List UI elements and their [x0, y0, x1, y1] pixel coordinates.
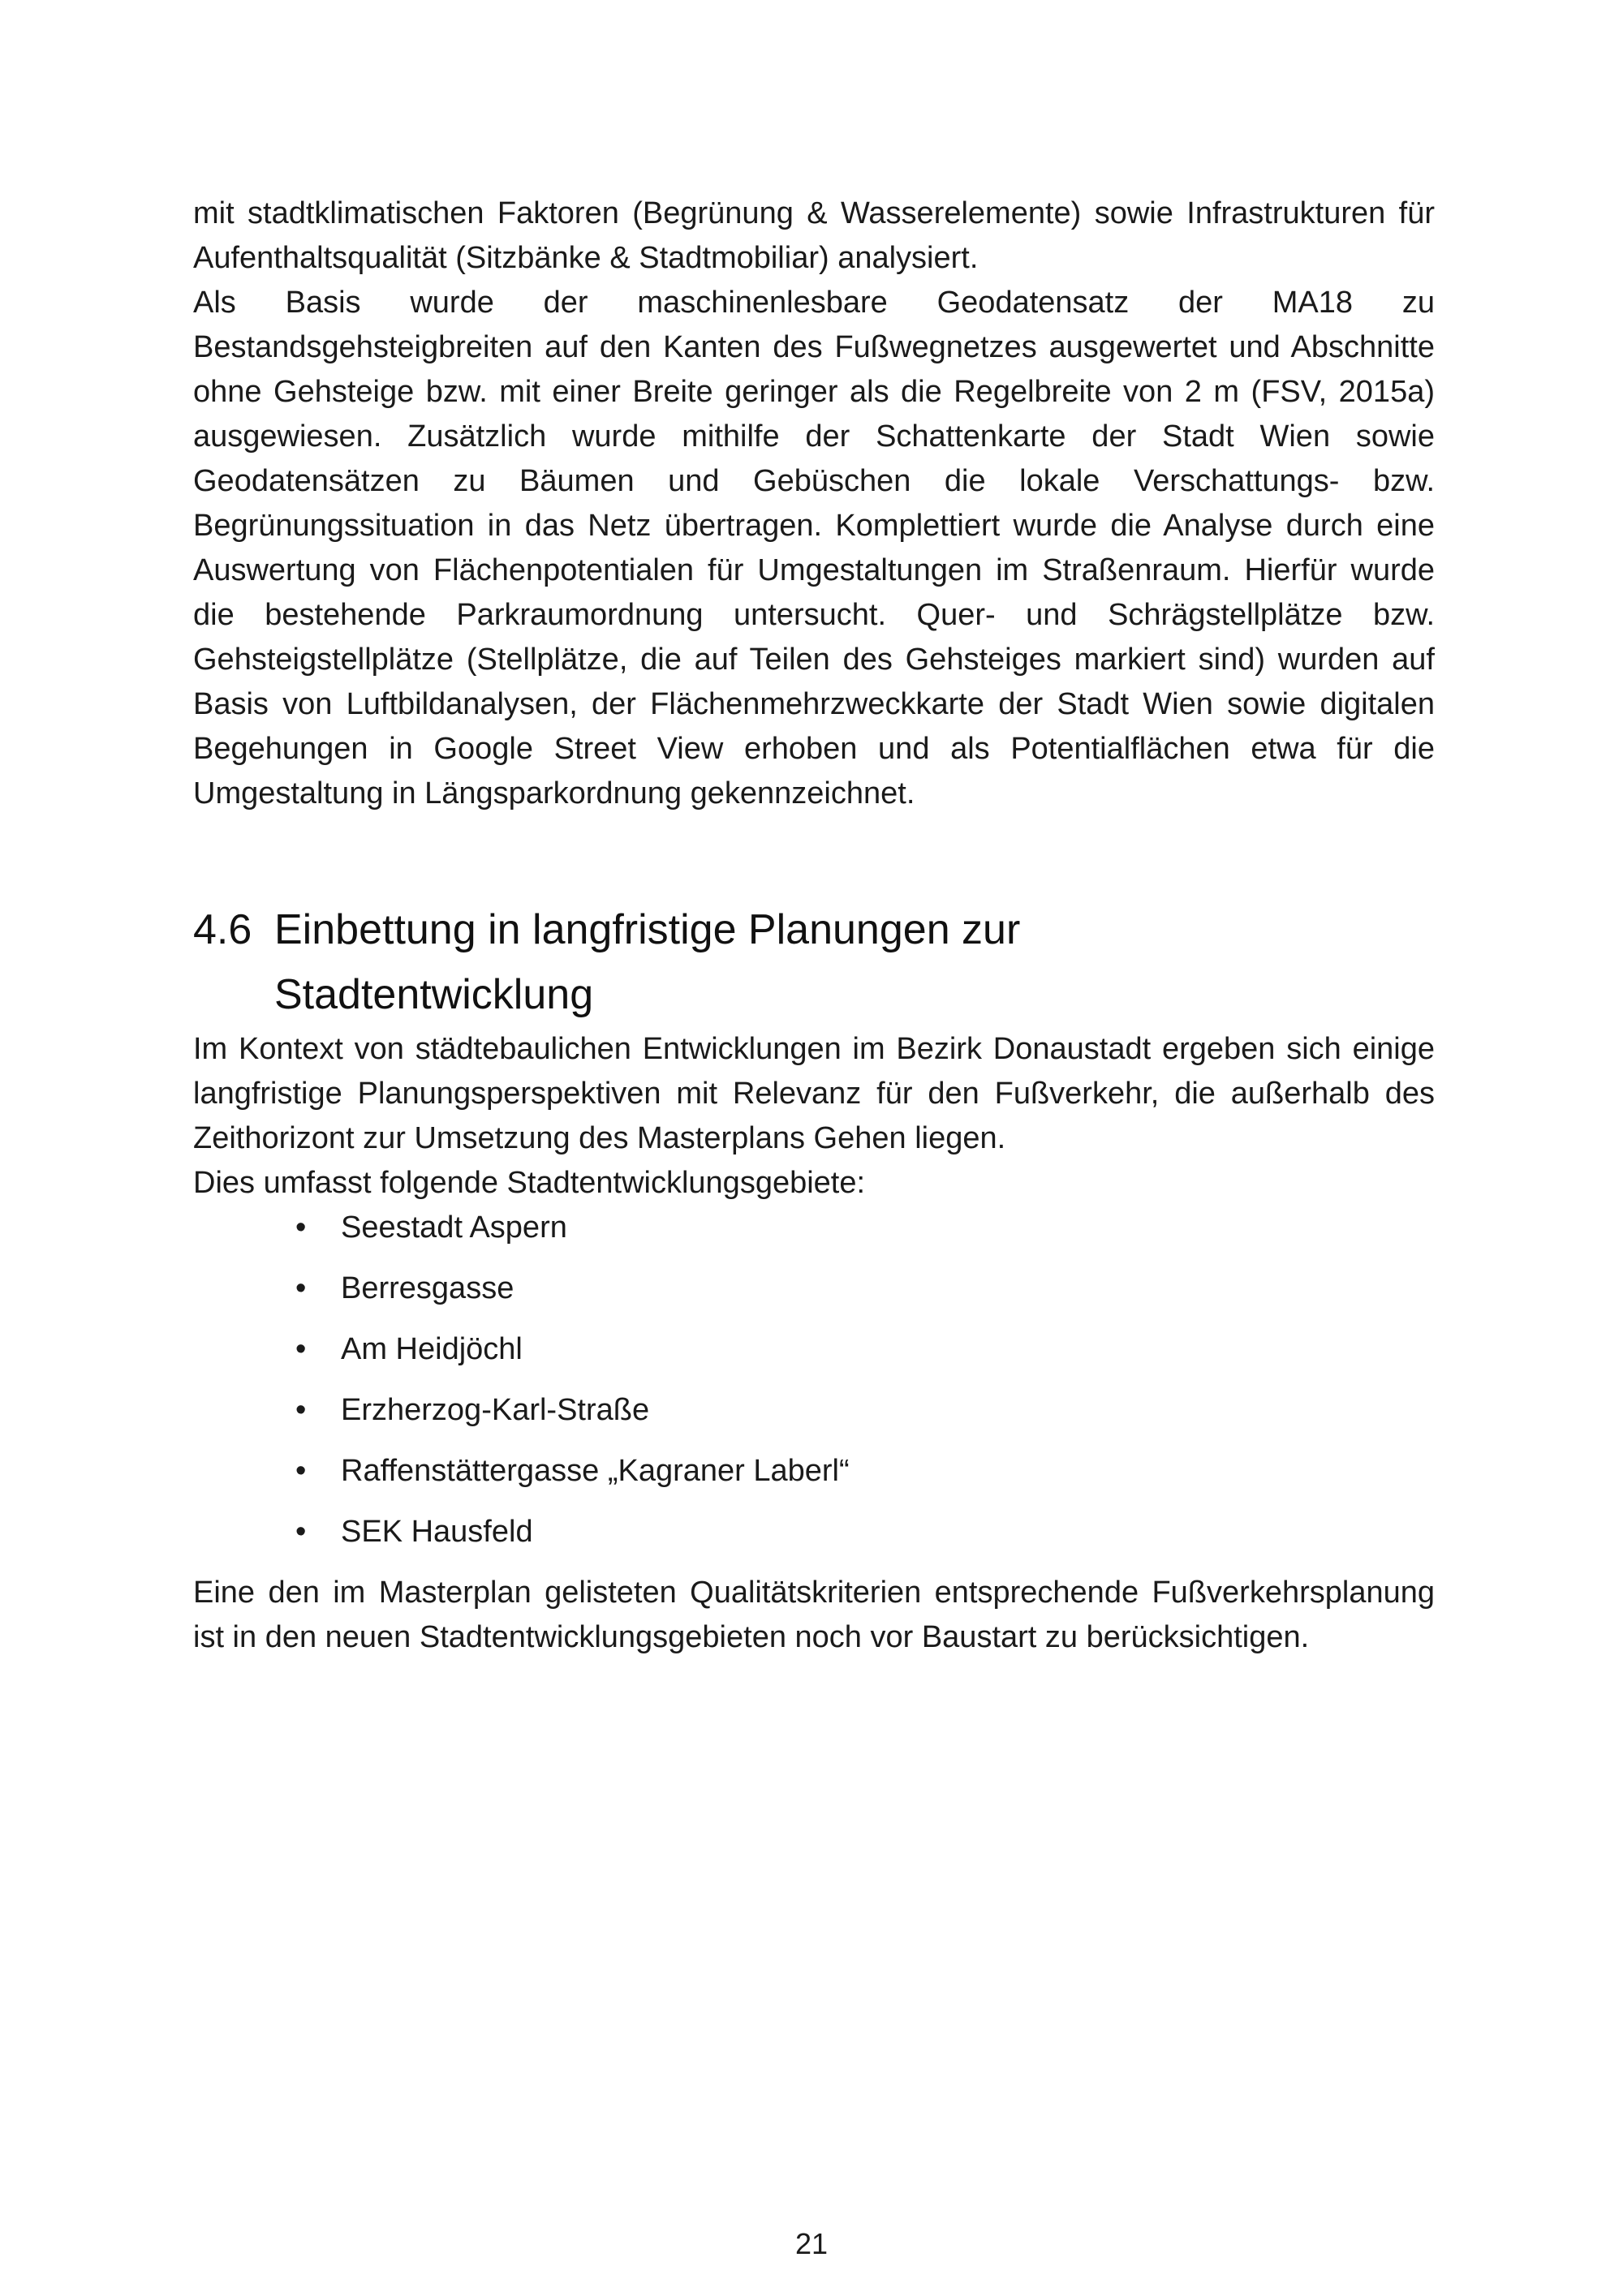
bullet-icon: • — [295, 1271, 307, 1305]
paragraph-closing: Eine den im Masterplan gelisteten Qualitätskriterien entsprechende Fußverkehrsplanung ist in den neuen Stadtentwicklungsgebieten noch vor Baustart zu berücksichtigen. — [193, 1576, 1435, 1654]
list-item — [193, 1510, 1435, 1554]
paragraph-analysis-continued: mit stadtklimatischen Faktoren (Begrünung & Wasserelemente) sowie Infrastrukturen für Aufenthaltsqualität (Sitzbänke & Stadtmobiliar) analysiert. — [193, 196, 1435, 275]
section-number: 4.6 — [193, 906, 252, 953]
list-item-label: Seestadt Aspern — [341, 1210, 567, 1245]
bullet-icon: • — [295, 1332, 307, 1366]
paragraph-data-basis: Als Basis wurde der maschinenlesbare Geodatensatz der MA18 zu Bestandsgehsteigbreiten auf den Kanten des Fußwegnetzes ausgewertet und Abschnitte ohne Gehsteige bzw. mit einer Breite geringer als die Regelbreite von 2 m (FSV, 2015a) ausgewiesen. Zusätzlich wurde mithilfe der Schattenkarte der Stadt Wien sowie Geodatensätzen zu Bäumen und Gebüschen die lokale Verschattungs- bzw. Begrünungssituation in das Netz übertragen. Komplettiert wurde die Analyse durch eine Auswertung von Flächenpotentialen für Umgestaltungen im Straßenraum. Hierfür wurde die bestehende Parkraumordnung untersucht. Quer- und Schrägstellplätze bzw. Gehsteigstellplätze (Stellplätze, die auf Teilen des Gehsteiges markiert sind) wurden auf Basis von Luftbildanalysen, der Flächenmehrzweckkarte der Stadt Wien sowie digitalen Begehungen in Google Street View erhoben und als Potentialflächen etwa für die Umgestaltung in Längsparkordnung gekennzeichnet. — [193, 286, 1435, 810]
list-item-label: Erzherzog-Karl-Straße — [341, 1393, 650, 1427]
paragraph-section-intro: Im Kontext von städtebaulichen Entwicklungen im Bezirk Donaustadt ergeben sich einige langfristige Planungsperspektiven mit Relevanz für den Fußverkehr, die außerhalb des Zeithorizont zur Umsetzung des Masterplans Gehen liegen. — [193, 1032, 1435, 1155]
list-item — [193, 1388, 1435, 1433]
list-item — [193, 1206, 1435, 1250]
list-item-label: SEK Hausfeld — [341, 1515, 533, 1549]
bullet-icon: • — [295, 1393, 307, 1427]
paragraph-list-intro: Dies umfasst folgende Stadtentwicklungsgebiete: — [193, 1166, 866, 1200]
section-title: Einbettung in langfristige Planungen zur Stadtentwicklung — [274, 906, 1021, 1018]
list-item-label: Raffenstättergasse „Kagraner Laberl“ — [341, 1454, 850, 1488]
list-item-label: Am Heidjöchl — [341, 1332, 523, 1366]
bullet-icon: • — [295, 1210, 307, 1245]
bullet-icon: • — [295, 1454, 307, 1488]
list-item — [193, 1327, 1435, 1372]
development-areas-list — [193, 1206, 1435, 1554]
page-content — [193, 191, 1435, 1660]
bullet-icon: • — [295, 1515, 307, 1549]
list-item — [193, 1449, 1435, 1494]
list-item — [193, 1266, 1435, 1311]
list-item-label: Berresgasse — [341, 1271, 514, 1305]
section-heading — [193, 897, 1435, 1027]
page-number: 21 — [794, 2227, 829, 2260]
